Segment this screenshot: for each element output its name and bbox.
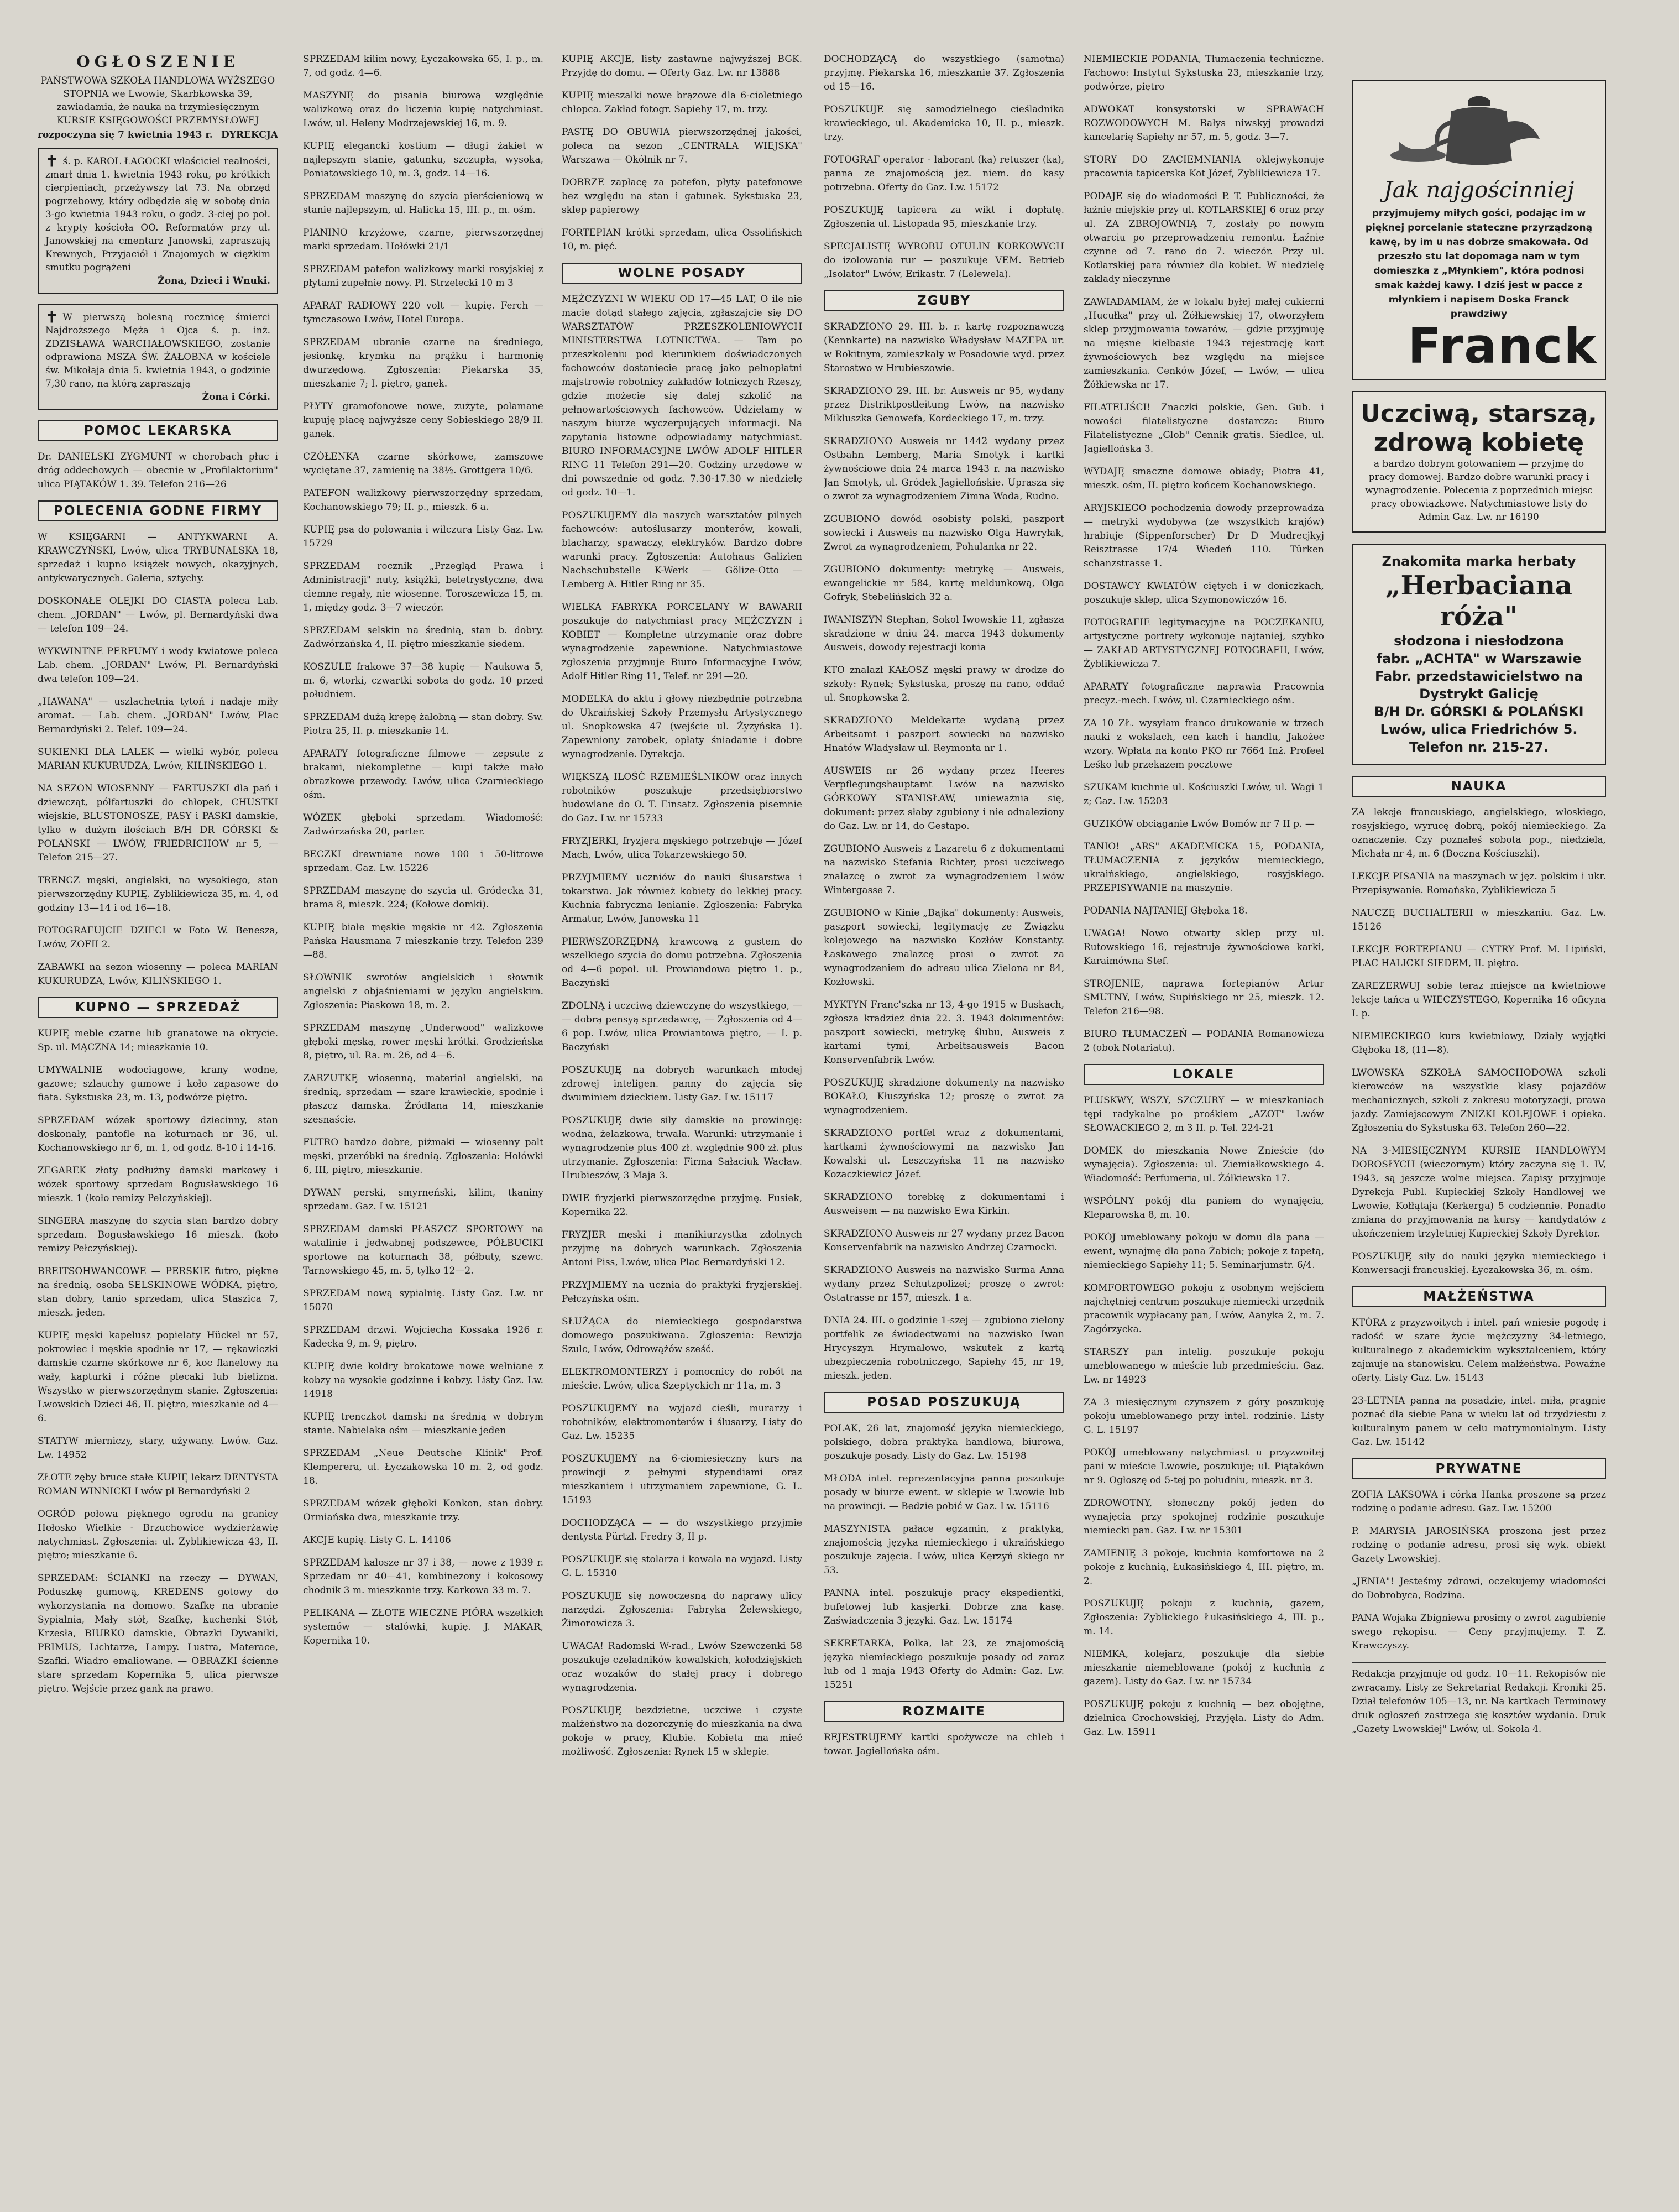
classified-ad: SPRZEDAM patefon walizkowy marki rosyjskiej z płytami zupełnie nowy. Pl. Strzelecki 10 m 3 [303, 264, 543, 289]
cross-icon: ✝ [45, 152, 59, 170]
classified-ad: PŁYTY gramofonowe nowe, zużyte, polamane kupuję płacę najwyższe ceny Sobieskiego 28/9 II. ganek. [303, 401, 543, 440]
section-header-wolne-posady: WOLNE POSADY [562, 263, 802, 284]
tea-factory: fabr. „ACHTA" w Warszawie [1376, 651, 1582, 666]
classified-ad: KUPIĘ AKCJE, listy zastawne najwyższej BGK. Przyjdę do domu. — Oferty Gaz. Lw. nr 13888 [562, 54, 802, 79]
classified-ad: NIEMKA, kolejarz, poszukuje dla siebie mieszkanie niemeblowane (pokój z kuchnią z gazem). Listy do Gaz. Lw. nr 15734 [1084, 1648, 1324, 1687]
section-header-malzenstwa: MAŁŻEŃSTWA [1352, 1286, 1606, 1307]
classified-ad: MASZYNĘ do pisania biurową względnie walizkową oraz do liczenia kupię natychmiast. Lwów, ul. Heleny Modrzejewskiej 16, m. 9. [303, 90, 543, 129]
classified-ad: LEKCJE PISANIA na maszynach w jęz. polskim i ukr. Przepisywanie. Romańska, Zyblikiewicza 5 [1352, 871, 1606, 896]
classified-ad: KUPIĘ psa do polowania i wilczura Listy Gaz. Lw. 15729 [303, 524, 543, 549]
section-header-posad-poszukuja: POSAD POSZUKUJĄ [824, 1392, 1064, 1413]
classified-ad: ZARZUTKĘ wiosenną, materiał angielski, na średnią, sprzedam — szare krawieckie, spodnie i płaszcz damska. Źródlana 14, mieszkanie szesnaście. [303, 1073, 543, 1125]
classified-ad: SEKRETARKA, Polka, lat 23, ze znajomością języka niemieckiego poszukuje posady od zaraz lub od 1 maja 1943 Oferty do Admin: Gaz. Lw. 15251 [824, 1638, 1064, 1691]
classified-ad: MODELKA do aktu i głowy niezbędnie potrzebna do Ukraińskiej Szkoły Przemysłu Artystycznego ul. Snopkowska 47 (wejście ul. Żyzyńska 1). Zapewniony zarobek, opłaty śniadanie i dobre wynagrodzenie. Dyrekcja. [562, 693, 802, 760]
classified-ad: DNIA 24. III. o godzinie 1-szej — zgubiono zielony portfelik ze świadectwami na nazwisko Iwan Hrycyszyn Hrymałowo, wskutek z kartą ubezpieczenia robotniczego, Sapiehy 45, nr 19, mieszk. jeden. [824, 1315, 1064, 1381]
classified-ad: SPRZEDAM kalosze nr 37 i 38, — nowe z 1939 r. Sprzedam nr 40—41, kombinezony i kokosowy chodnik 3 m. mieszkanie trzy. Karkowa 33 m. 7. [303, 1557, 543, 1596]
classified-ad: SPRZEDAM „Neue Deutsche Klinik" Prof. Klemperera, ul. Łyczakowska 10 m. 2, od godz. 18. [303, 1448, 543, 1486]
classified-ad: SPRZEDAM: ŚCIANKI na rzeczy — DYWAN, Poduszkę gumową, KREDENS gotowy do wykorzystania na domowo. Szafkę na ubranie Sypialnia, Mały stół, Szafkę, kuchenki Stół, Krzesła, BIURKO damskie, Obrazki Dywaniki, PRIMUS, Lichtarze, Lampy. Lustra, Materace, Szafki. Wiadro emaliowane. — OBRAZKI ścienne stare sprzedam Kopernika 5, ulica pierwsze piętro. Wejście przez gank na prawo. [38, 1573, 278, 1694]
classified-ad: POSZUKUJEMY dla naszych warsztatów pilnych fachowców: autoślusarzy monterów, kowali, blacharzy, spawaczy, elektryków. Bardzo dobre warunki pracy. Zgłoszenia: Autohaus Galizien Nachschubstelle K-Werk — Gölize-Otto — Lemberg A. Hitler Ring nr 35. [562, 510, 802, 590]
classified-ad: ZAMIENIĘ 3 pokoje, kuchnia komfortowe na 2 pokoje z kuchnią, Łukasińskiego 4, III. piętro, m. 2. [1084, 1548, 1324, 1587]
classified-ad: APARAT RADIOWY 220 volt — kupię. Ferch — tymczasowo Lwów, Hotel Europa. [303, 300, 543, 325]
classified-ad: TANIO! „ARS" AKADEMICKA 15, PODANIA, TŁUMACZENIA z języków niemieckiego, ukraińskiego, angielskiego, rosyjskiego. PRZEPISYWANIE na maszynie. [1084, 841, 1324, 894]
cross-icon: ✝ [45, 308, 59, 326]
classified-ad: SKRADZIONO Meldekarte wydaną przez Arbeitsamt i paszport sowiecki na nazwisko Hnatów Władysław ul. Reymonta nr 1. [824, 715, 1064, 754]
classified-ad: PATEFON walizkowy pierwszorzędny sprzedam, Kochanowskiego 79; II. p., mieszk. 6 a. [303, 488, 543, 513]
classified-ad: APARATY fotograficzne naprawia Pracownia precyz.-mech. Lwów, ul. Czarnieckiego ośm. [1084, 681, 1324, 706]
obituary-text: W pierwszą bolesną rocznicę śmierci Najdroższego Męża i Ojca ś. p. inż. ZDZISŁAWA WARCHAŁOWSKIEGO, zostanie odprawiona MSZA ŚW. ŻAŁOBNA w kościele św. Mikołaja dnia 5. kwietnia 1943, o godzinie 7,30 rano, na którą zapraszają [45, 312, 270, 389]
announcement-signature: DYREKCJA [221, 129, 278, 140]
column-2 [303, 53, 543, 2195]
classified-ad: LWOWSKA SZKOŁA SAMOCHODOWA szkoli kierowców na wszystkie klasy pojazdów mechanicznych, szkoli z zakresu motoryzacji, prawa jazdy. Zamiejscowym ZNIŻKI KOLEJOWE i opieka. Zgłoszenia do Sykstuska 63. Telefon 260—22. [1352, 1067, 1606, 1134]
classified-ad: POSZUKUJEMY na 6-ciomiesięczny kurs na prowincji z pełnymi stypendiami oraz mieszkaniem i utrzymaniem zapewnione, G. L. 15193 [562, 1453, 802, 1506]
classified-ad: MŁODA intel. reprezentacyjna panna poszukuje posady w biurze ewent. w sklepie w Lwowie lub na prowincji. — Bedzie pobić w Gaz. Lw. 15116 [824, 1473, 1064, 1512]
classified-ad: SPRZEDAM rocznik „Przegląd Prawa i Administracji" nuty, książki, beletrystyczne, dwa ciemne regały, nie wiosenne. Toroszewicza 15, m. 1, między godz. 3—7 wieczór. [303, 561, 543, 613]
classified-ad: MĘŻCZYZNI W WIEKU OD 17—45 LAT, O ile nie macie dotąd stałego zajęcia, zgłaszajcie się DO WARSZTATÓW PRZESZKOLENIOWYCH MINISTERSTWA LOTNICTWA. — Tam po przeszkoleniu pod kierunkiem doświadczonych fachowców dostaniecie pracę jako pełnopłatni majstrowie robotnicy zakładów lotniczych Rzeszy, gdzie możecie się dalej szkolić na pełnowartościowych fachowców. Udzielamy w naszym biurze wyczerpujących informacji. Na zapytania listowne odpowiadamy natychmiast. BIURO INFORMACYJNE LWÓW ADOLF HITLER RING 11 Telefon 291—20. Godziny urzędowe w dni powszednie od godz. 7.30-17.30 w niedzielę od godz. 10—1. [562, 294, 802, 498]
classified-ad: ZA 10 ZŁ. wysyłam franco drukowanie w trzech nauki z wokslach, cen kach i handlu, Jakożec wzory. Wpłata na konto PKO nr 7664 Inż. Profeel Leśko lub przekazem pocztowe [1084, 718, 1324, 770]
classified-ad: SKRADZIONO portfel wraz z dokumentami, kartkami żywnościowymi na nazwisko Jan Kowalski ul. Leszczyńska 11 na nazwisko Kozaczkiewicz Józef. [824, 1128, 1064, 1180]
classified-ad: PRZYJMIEMY uczniów do nauki ślusarstwa i tokarstwa. Jak również kobiety do lekkiej pracy. Kuchnia fabryczna lenianie. Zgłoszenia: Fabryka Armatur, Lwów, Janowska 11 [562, 872, 802, 925]
classified-ad: ZGUBIONO dowód osobisty polski, paszport sowiecki i Ausweis na nazwisko Olga Hawryłak, Zwrot za wynagrodzeniem, Pohulanka nr 22. [824, 514, 1064, 552]
section-header-prywatne: PRYWATNE [1352, 1458, 1606, 1479]
classified-ad: POSZUKUJĘ bezdzietne, uczciwe i czyste małżeństwo na dozorczynię do mieszkania na dwa pokoje w pracy, Klubie. Kobieta ma mieć możliwość. Zgłoszenia: Rynek 15 w sklepie. [562, 1705, 802, 1757]
classified-ad: WYDAJĘ smaczne domowe obiady; Piotra 41, mieszk. ośm, II. piętro końcem Kochanowskiego. [1084, 466, 1324, 491]
classified-ad: PODANIA NAJTANIEJ Głęboka 18. [1084, 905, 1248, 916]
classified-ad: PELIKANA — ZŁOTE WIECZNE PIÓRA wszelkich systemów — stalówki, kupię. J. MAKAR, Kopernika 10. [303, 1608, 543, 1646]
classified-ad: POSZUKUJE się stolarza i kowala na wyjazd. Listy G. L. 15310 [562, 1554, 802, 1579]
coffee-pot-icon [1361, 89, 1597, 172]
classified-ad: PLUSKWY, WSZY, SZCZURY — w mieszkaniach tępi radykalne po prośkiem „AZOT" Lwów SŁOWACKIEGO 2, m 3 II. p. Tel. 224-21 [1084, 1095, 1324, 1134]
classified-ad: NAUCZĘ BUCHALTERII w mieszkaniu. Gaz. Lw. 15126 [1352, 907, 1606, 932]
classified-ad: ZAREZERWUJ sobie teraz miejsce na kwietniowe lekcje tańca u WIECZYSTEGO, Kopernika 16 oficyna I. p. [1352, 980, 1606, 1019]
classified-ad: DWIE fryzjerki pierwszorzędne przyjmę. Fusiek, Kopernika 22. [562, 1193, 802, 1218]
tea-variants: słodzona i niesłodzona [1394, 633, 1564, 649]
classified-ad: SUKIENKI DLA LALEK — wielki wybór, poleca MARIAN KUKURUDZA, Lwów, KILIŃSKIEGO 1. [38, 747, 278, 771]
obituary-signature: Żona i Córki. [202, 392, 270, 403]
section-header-polecenia: POLECENIA GODNE FIRMY [38, 500, 278, 521]
classified-ad: SPRZEDAM maszynę „Underwood" walizkowe głęboki męską, rower męski krótki. Grodzieńska 8, piętro, ul. Ra. m. 26, od 4—6. [303, 1022, 543, 1061]
classified-ad: WÓZEK głęboki sprzedam. Wiadomość: Zadwórzańska 20, parter. [303, 812, 543, 837]
classified-ad: SŁUŻĄCA do niemieckiego gospodarstwa domowego poszukiwana. Zgłoszenia: Rewizja Szulc, Lwów, Odrowążów sześć. [562, 1316, 802, 1355]
obituary-signature: Żona, Dzieci i Wnuki. [158, 275, 270, 286]
classified-ad: SKRADZIONO 29. III. b. r. kartę rozpoznawczą (Kennkarte) na nazwisko Władysław MAZEPA ur. w Rokitnym, zamieszkały w Posadowie wyd. przez Starostwo w Hrubieszowie. [824, 321, 1064, 374]
column-5 [1084, 53, 1324, 2195]
classified-ad: DOSKONAŁE OLEJKI DO CIASTA poleca Lab. chem. „JORDAN" — Lwów, pl. Bernardyński dwa — telefon 109—24. [38, 596, 278, 634]
classified-ad: SKRADZIONO Ausweis na nazwisko Surma Anna wydany przez Schutzpolizei; proszę o zwrot: Ostatrasse nr 157, mieszk. 1 a. [824, 1265, 1064, 1303]
classified-ad: ZA lekcje francuskiego, angielskiego, włoskiego, rosyjskiego, wyrucę dobrą, pokój niemieckiego. Za oznaczenie. Czy poznałeś sobota pop., niedziela, Michała nr 4, m. 6 (Boczna Kościuszki). [1352, 807, 1606, 859]
tea-brand: „Herbaciana róża" [1385, 570, 1572, 632]
classified-ad: POKÓJ umeblowany natychmiast u przyzwoitej pani w mieście Lwowie, poszukuje; ul. Piątakówn nr 9. Ogłoszę od 5-tej po południu, mieszk. nr 3. [1084, 1447, 1324, 1486]
classified-ad: BREITSOHWANCOWE — PERSKIE futro, piękne na średnią, osoba SELSKINOWE WÓDKA, piętro, stan dobry, tanio sprzedam, ulica Staszica 7, mieszk. jeden. [38, 1266, 278, 1318]
franck-body: przyjmujemy miłych gości, podając im w pięknej porcelanie stateczne przyrządzoną kawę, by im u nas dobrze smakowała. Od przeszło stu lat dopomaga nam w tym domieszka z „Młynkiem", która podnosi smak każdej kawy. I dziś jest w pacce z młynkiem i napisem Doska Franck prawdziwy [1365, 208, 1593, 320]
classified-ad: MASZYNISTA pałace egzamin, z praktyką, znajomością języka niemieckiego i ukraińskiego poszukuje zajęcia. Lwów, ulica Kęrzyń skiego nr 53. [824, 1524, 1064, 1576]
classified-ad: SKRADZIONO Ausweis nr 1442 wydany przez Ostbahn Lemberg, Maria Smotyk i kartki żywnościowe dnia 24 marca 1943 r. na nazwisko Jan Smotyk, ul. Gródek Jagiellońskie. Uprasza się o zwrot za wynagrodzeniem Zimna Woda, Rudno. [824, 436, 1064, 502]
classified-ad: KTÓRA z przyzwoitych i intel. pań wniesie pogodę i radość w szare życie mężczyzny 34-letniego, kulturalnego z akademickim wykształceniem, który zajmuje na stanowisku. Celem małżeństwa. Poważne oferty. Listy Gaz. Lw. 15143 [1352, 1317, 1606, 1384]
classified-ad: POLAK, 26 lat, znajomość języka niemieckiego, polskiego, dobra praktyka handlowa, biurowa, poszukuje posady. Listy do Gaz. Lw. 15198 [824, 1423, 1064, 1462]
classified-ad: NA 3-MIESIĘCZNYM KURSIE HANDLOWYM DOROSŁYCH (wieczornym) który zaczyna się 1. IV, 1943, są jeszcze wolne miejsca. Zapisy przyjmuje Dyrekcja Publ. Kupieckiej Szkoły Handlowej we Lwowie, Kołłątaja (Kerkerga) 5 codziennie. Ponadto zmiana do przyjmowania na kursy — kandydatów z ukończeniem trzyletniej Kupieckiej Szkoły Dyrektor. [1352, 1145, 1606, 1239]
classified-ad: SINGERA maszynę do szycia stan bardzo dobry sprzedam. Bogusławskiego 16 mieszk. (koło remizy Pełczyńskiej). [38, 1215, 278, 1254]
classified-ad: IWANISZYN Stephan, Sokol Iwowskie 11, zgłasza skradzione w dniu 24. marca 1943 dokumenty Ausweis, dowody rejestracji konia [824, 614, 1064, 653]
classified-ad: POKÓJ umeblowany pokoju w domu dla pana — ewent, wynajmę dla pana Żabich; pokoje z tapetą, niemieckiego Sapiehy 11; 5. Seminarjumstr. 6/4. [1084, 1232, 1324, 1271]
classified-ad: SPRZEDAM selskin na średnią, stan b. dobry. Zadwórzańska 4, II. piętro mieszkanie siedem. [303, 625, 543, 650]
classified-ad: SPRZEDAM kilim nowy, Łyczakowska 65, I. p., m. 7, od godz. 4—6. [303, 54, 543, 79]
housekeeper-headline-2: zdrową kobietę [1373, 429, 1584, 457]
classified-ad: CZÓŁENKA czarne skórkowe, zamszowe wyciętane 37, zamienię na 38½. Grottgera 10/6. [303, 451, 543, 476]
classified-ad: POSZUKUJĘ pokoju z kuchnią, gazem, Zgłoszenia: Zyblickiego Łukasińskiego 4, III. p., m. 14. [1084, 1598, 1324, 1637]
classified-ad: UWAGA! Radomski W-rad., Lwów Szewczenki 58 poszukuje czeladników kowalskich, kołodziejskich oraz wozaków do stałej pracy i dobrego wynagrodzenia. [562, 1641, 802, 1693]
classified-ad: ZAWIADAMIAM, że w lokalu byłej małej cukierni „Hucułka" przy ul. Żółkiewskiej 17, otworzyłem sklep przyjmowania towarów, — gdzie przyjmuję na mięsne kiełbasie 1943 rejestrację kart żywnościowych bez względu na miejsce zamieszkania. Cenków Józef, — Lwów, — ulica Żółkiewska nr 17. [1084, 296, 1324, 390]
classified-ad: KOSZULE frakowe 37—38 kupię — Naukowa 5, m. 6, wtorki, czwartki sobota do godz. 10 przed południem. [303, 661, 543, 700]
classified-ad: DOBRZE zapłacę za patefon, płyty patefonowe bez względu na stan i gatunek. Sykstuska 23, sklep papierowy [562, 177, 802, 216]
tea-phone: Telefon nr. 215-27. [1409, 739, 1549, 755]
classified-ad: ZDROWOTNY, słoneczny pokój jeden do wynajęcia przy spokojnej rodzinie poszukuje niemiecki pan. Gaz. Lw. nr 15301 [1084, 1498, 1324, 1536]
classified-ad: SPRZEDAM ubranie czarne na średniego, jesionkę, krymka na prążku i harmonię dwurzędową. Zgłoszenia: Piekarska 35, mieszkanie 7; I. piętro, ganek. [303, 337, 543, 389]
classified-ad: WIĘKSZĄ ILOŚĆ RZEMIEŚLNIKÓW oraz innych robotników poszukuje przedsiębiorstwo budowlane do O. T. Einsatz. Zgłoszenia pisemnie do Gaz. Lw. nr 15733 [562, 771, 802, 824]
section-header-rozmaite: ROZMAITE [824, 1701, 1064, 1722]
tea-firm: B/H Dr. GÓRSKI & POLAŃSKI [1374, 704, 1584, 719]
classified-ad: ARYJSKIEGO pochodzenia dowody przeprowadza — metryki wydobywa (ze wszystkich krajów) hrabiuje (Sippenforscher) Dr D Mudrecjkyj Reisztrasse 17/4 Wiedeń 110. Türken schanzstrasse 1. [1084, 503, 1324, 569]
classified-ad: ZEGAREK złoty podłużny damski markowy i wózek sportowy sprzedam Bogusławskiego 16 mieszk. 1 (koło remizy Pełczyńskiej). [38, 1165, 278, 1204]
classified-ad: SKRADZIONO 29. III. br. Ausweis nr 95, wydany przez Distriktpostleitung Lwów, na nazwisko Mikluszka Genowefa, Kordeckiego 17, m. trzy. [824, 385, 1064, 424]
classified-ad: WIELKA FABRYKA PORCELANY W BAWARII poszukuje do natychmiast pracy MĘŻCZYZN i KOBIET — Kompletne utrzymanie oraz dobre wynagrodzenie zapewnione. Natychmiastowe zgłoszenia przyjmuje Biuro Informacyjne Lwów, Adolf Hitler Ring 11, Telef. nr 291—20. [562, 602, 802, 682]
housekeeper-body: a bardzo dobrym gotowaniem — przyjmę do pracy domowej. Bardzo dobre warunki pracy i wynagrodzenie. Polecenia z poprzednich miejsc pracy obowiązkowe. Natychmiastowe listy do Admin Gaz. Lw. nr 16190 [1365, 458, 1593, 523]
section-header-lokale: LOKALE [1084, 1064, 1324, 1085]
classified-ad: SKRADZIONO Ausweis nr 27 wydany przez Bacon Konservenfabrik na nazwisko Andrzej Czarnocki. [824, 1228, 1064, 1253]
classified-ad: ZOFIA LAKSOWA i córka Hanka proszone są przez rodzinę o podanie adresu. Gaz. Lw. 15200 [1352, 1489, 1606, 1514]
classified-ad: AKCJE kupię. Listy G. L. 14106 [303, 1535, 451, 1546]
classified-ad: BIURO TŁUMACZEŃ — PODANIA Romanowicza 2 (obok Notariatu). [1084, 1029, 1324, 1053]
classified-ad: ZGUBIONO w Kinie „Bajka" dokumenty: Ausweis, paszport sowiecki, legitymację ze Związku kolejowego na nazwisko Kozłów Konstanty. Łaskawego znalazcę prosi o zwrot za wynagrodzeniem do adresu ulica Zielona nr 84, Kozłowski. [824, 907, 1064, 988]
classified-ad: APARATY fotograficzne filmowe — zepsute z brakami, niekompletne — kupi także mało obrazkowe przewody. Lwów, ulica Czarnieckiego ośm. [303, 748, 543, 801]
franck-headline: Jak najgościnniej [1383, 178, 1575, 203]
classified-ad: UWAGA! Nowo otwarty sklep przy ul. Rutowskiego 16, rejestruje żywnościowe karki, Karaimówna Stef. [1084, 928, 1324, 967]
classified-ad: DOCHODZĄCA — — do wszystkiego przyjmie dentysta Pürtzl. Fredry 3, II p. [562, 1517, 802, 1542]
announcement-footer [38, 129, 278, 140]
column-1 [38, 53, 278, 2195]
tea-advertisement [1352, 544, 1606, 765]
classified-ad: Dr. DANIELSKI ZYGMUNT w chorobach płuc i dróg oddechowych — obecnie w „Profilaktorium" ulica PIĄTAKÓW 1. 39. Telefon 216—26 [38, 451, 278, 490]
classified-ad: POSZUKUJE się nowoczesną do naprawy ulicy narzędzi. Zgłoszenia: Fabryka Żelewskiego, Żimorowicza 3. [562, 1590, 802, 1629]
classified-ad: NIEMIECKIE PODANIA, Tłumaczenia techniczne. Fachowo: Instytut Sykstuska 23, mieszkanie trzy, podwórze, piętro [1084, 54, 1324, 92]
classified-ad: KOMFORTOWEGO pokoju z osobnym wejściem najchętniej centrum poszukuje niemiecki urzędnik pracownik wypłacany pan, Lwów, Aanyka 2, m. 7. Zagórzycka. [1084, 1282, 1324, 1335]
classified-ad: FRYZJERKI, fryzjera męskiego potrzebuje — Józef Mach, Lwów, ulica Tokarzewskiego 50. [562, 836, 802, 860]
column-3 [562, 53, 802, 2195]
editorial-footer: Redakcja przyjmuje od godz. 10—11. Rękopisów nie zwracamy. Listy ze Sekretariat Redakcji. Kroniki 25. Dział telefonów 105—13, nr. Na kartkach Terminowy druk ogłoszeń zastrzega się kosztów wydania. Druk „Gazety Lwowskiej" Lwów, ul. Sokoła 4. [1352, 1668, 1606, 1735]
announcement-date: rozpoczyna się 7 kwietnia 1943 r. [38, 129, 213, 140]
classified-ad: AUSWEIS nr 26 wydany przez Heeres Verpflegungshauptamt Lwów na nazwisko GÓRKOWY STANISŁAW, unieważnia się, dokument: przez słaby zgubiony i nie odnaleziony do Gaz. Lw. nr 14, do Gestapo. [824, 765, 1064, 832]
classified-ad: KUPIĘ mieszalki nowe brązowe dla 6-cioletniego chłopca. Zakład fotogr. Sapiehy 17, m. trzy. [562, 90, 802, 115]
classified-ad: 23-LETNIA panna na posadzie, intel. miła, pragnie poznać dla siebie Pana w wieku lat od trzydziestu z kulturalnym panem w celu matrymonialnym. Listy Gaz. Lw. 15142 [1352, 1395, 1606, 1448]
classified-ad: FILATELIŚCI! Znaczki polskie, Gen. Gub. i nowości filatelistyczne dostarcza: Biuro Filatelistyczne „Glob" Cennik gratis. Siedlce, ul. Jagiellońska 3. [1084, 402, 1324, 455]
section-header-pomoc: POMOC LEKARSKA [38, 420, 278, 441]
classified-ad: NA SEZON WIOSENNY — FARTUSZKI dla pań i dziewcząt, półfartuszki do chłopek, CHUSTKI wiejskie, BLUSTONOSZE, PASY i PASKI damskie, tylko w dużym ilościach B/H DR GÓRSKI & POLAŃSKI — LWÓW, FRIEDRICHOW nr 5, — Telefon 215—27. [38, 783, 278, 863]
classified-ad: SPRZEDAM nową sypialnię. Listy Gaz. Lw. nr 15070 [303, 1288, 543, 1313]
housekeeper-advertisement [1352, 391, 1606, 533]
classified-ad: FOTOGRAF operator - laborant (ka) retuszer (ka), panna ze znajomością jęz. niem. do kasy potrzebna. Oferty do Gaz. Lw. 15172 [824, 154, 1064, 193]
classified-ad: PIANINO krzyżowe, czarne, pierwszorzędnej marki sprzedam. Hołówki 21/1 [303, 227, 543, 252]
classified-ad: PASTĘ DO OBUWIA pierwszorzędnej jakości, poleca na sezon „CENTRALA WIEJSKA" Warszawa — Okólnik nr 7. [562, 127, 802, 165]
tea-representation: Fabr. przedstawicielstwo na Dystrykt Galicję [1374, 669, 1583, 702]
classified-ad: NIEMIECKIEGO kurs kwietniowy, Działy wyjątki Głęboka 18, (11—8). [1352, 1031, 1606, 1056]
divider [1352, 1662, 1606, 1663]
classified-ad: DYWAN perski, smyrneński, kilim, tkaniny sprzedam. Gaz. Lw. 15121 [303, 1187, 543, 1212]
classified-ad: POSZUKUJĘ siły do nauki języka niemieckiego i Konwersacji francuskiej. Łyczakowska 36, m. ośm. [1352, 1251, 1606, 1276]
classified-ad: OGRÓD połowa pięknego ogrodu na granicy Hołosko Wielkie - Brzuchowice wydzierżawię natychmiast. Zgłoszenia: ul. Zyblikiewicza 43, II. piętro; mieszkanie 6. [38, 1509, 278, 1561]
classified-ad: BECZKI drewniane nowe 100 i 50-litrowe sprzedam. Gaz. Lw. 15226 [303, 849, 543, 874]
classified-ad: UMYWALNIE wodociągowe, krany wodne, gazowe; szlauchy gumowe i koło zapasowe do fiata. Sykstuska 23, m. 13, podwórze piętro. [38, 1065, 278, 1103]
classified-ad: ZA 3 miesięcznym czynszem z góry poszukuję pokoju umeblowanego przy intel. rodzinie. Listy G. L. 15197 [1084, 1397, 1324, 1436]
classified-ad: FRYZJER męski i manikiurzystka zdolnych przyjmę na dobrych warunkach. Zgłoszenia Antoni Piss, Lwów, ulica Plac Bernardyński 12. [562, 1229, 802, 1268]
column-6 [1352, 80, 1606, 2195]
classified-ad: STATYW mierniczy, stary, używany. Lwów. Gaz. Lw. 14952 [38, 1436, 278, 1460]
tea-address: Lwów, ulica Friedrichów 5. [1380, 722, 1578, 737]
tea-tagline: Znakomita marka herbaty [1382, 554, 1576, 569]
classified-ad: PANNA intel. poszukuje pracy ekspedientki, bufetowej lub kasjerki. Dobrze zna kasę. Zaświadczenia 3 języki. Gaz. Lw. 15174 [824, 1588, 1064, 1626]
classified-ad: MYKTYN Franc'szka nr 13, 4-go 1915 w Buskach, zgłosza kradzież dnia 22. 3. 1943 dokumentów: paszport sowiecki, metrykę ślubu, Ausweis z kartami tymi, Arbeitsausweis Bacon Konservenfabrik Lwów. [824, 999, 1064, 1066]
classified-ad: ZGUBIONO Ausweis z Lazaretu 6 z dokumentami na nazwisko Stefania Richter, prosi uczciwego znalazcę o zwrot za wynagrodzeniem Lwów Wintergasse 7. [824, 843, 1064, 896]
classified-ad: SPRZEDAM wózek głęboki Konkon, stan dobry. Ormiańska dwa, mieszkanie trzy. [303, 1498, 543, 1523]
classified-ad: KUPIĘ meble czarne lub granatowe na okrycie. Sp. ul. MĄCZNA 14; mieszkanie 10. [38, 1028, 278, 1053]
classified-ad: STROJENIE, naprawa fortepianów Artur SMUTNY, Lwów, Supińskiego nr 25, mieszk. 12. Telefon 216—98. [1084, 978, 1324, 1017]
classified-ad: FORTEPIAN krótki sprzedam, ulica Ossolińskich 10, m. pięć. [562, 227, 802, 252]
classified-ad: TRENCZ męski, angielski, na wysokiego, stan pierwszorzędny KUPIĘ. Zyblikiewicza 35, m. 4, od godziny 13—14 i od 16—18. [38, 875, 278, 914]
classified-ad: „JENIA"! Jesteśmy zdrowi, oczekujemy wiadomości do Dobrobyca, Rodzina. [1352, 1576, 1606, 1601]
classified-ad: WYKWINTNE PERFUMY i wody kwiatowe poleca Lab. chem. „JORDAN" Lwów, Pl. Bernardyński dwa telefon 109—24. [38, 646, 278, 685]
classified-ad: POSZUKUJĘ skradzione dokumenty na nazwisko BOKAŁO, Kłuszyńska 12; proszę o zwrot za wynagrodzeniem. [824, 1077, 1064, 1116]
classified-ad: WSPÓLNY pokój dla paniem do wynajęcia, Kleparowska 8, m. 10. [1084, 1196, 1324, 1220]
classified-ad: P. MARYSIA JAROSIŃSKA proszona jest przez rodzinę o podanie adresu, prosi się wyk. obiekt Gazety Lwowskiej. [1352, 1526, 1606, 1564]
classified-ad: POSZUKUJĘ dwie siły damskie na prowincję: wodna, żelazkowa, trwała. Warunki: utrzymanie i wynagrodzenie plus 400 zł. względnie 900 zł. plus utrzymanie. Zgłoszenia: Firma Sałaciuk Wacław. Hrubieszów, 3 Maja 3. [562, 1115, 802, 1181]
classified-ad: SPRZEDAM wózek sportowy dziecinny, stan doskonały, pantofle na koturnach nr 36, ul. Kochanowskiego nr 6, m. 1, od godz. 8-10 i 14-16. [38, 1115, 278, 1154]
classified-ad: ZABAWKI na sezon wiosenny — poleca MARIAN KUKURUDZA, Lwów, KILIŃSKIEGO 1. [38, 962, 278, 987]
classified-ad: POSZUKUJE się samodzielnego cieśladnika krawieckiego, ul. Akademicka 10, II. p., mieszk. trzy. [824, 104, 1064, 143]
classified-ad: KUPIĘ męski kapelusz popielaty Hückel nr 57, pokrowiec i męskie spodnie nr 17, — rękawiczki damskie czarne skórkowe nr 6, koc flanelowy na wały, kapturki i różne plecaki lub bielizna. Wszystko w pierwszorzędnym stanie. Zgłoszenia: Lwowskich Dzieci 46, II. piętro, mieszkanie od 4—6. [38, 1330, 278, 1424]
classified-ad: PODAJE się do wiadomości P. T. Publiczności, że łaźnie miejskie przy ul. KOTLARSKIEJ 6 oraz przy ul. ZA ZBROJOWNIĄ 7, zostały po nowym otwarciu po przeprowadzeniu remontu. Łaźnie czynne od 7. rano do 7. wieczór. Przy ul. Kotlarskiej para również dla kobiet. W niedzielę zakłady nieczynne [1084, 191, 1324, 285]
franck-logo: Franck [1408, 317, 1597, 374]
classified-ad: GUZIKÓW obciąganie Lwów Bomów nr 7 II p. — [1084, 818, 1315, 830]
section-header-zguby: ZGUBY [824, 290, 1064, 311]
classified-ad: POSZUKUJĘ na dobrych warunkach młodej zdrowej inteligen. panny do zajęcia się dwuminiem dzieckiem. Listy Gaz. Lw. 15117 [562, 1065, 802, 1103]
obituary-lagocki [38, 148, 278, 294]
obituary-warchalowski [38, 304, 278, 410]
classified-ad: KUPIĘ trenczkot damski na średnią w dobrym stanie. Nabielaka ośm — mieszkanie jeden [303, 1411, 543, 1436]
announcement-title: OGŁOSZENIE [76, 53, 239, 71]
classified-ad: KUPIĘ dwie kołdry brokatowe nowe wełniane z kobzy na wysokie godzinne i kobzy. Listy Gaz. Lw. 14918 [303, 1361, 543, 1400]
classified-ad: ADWOKAT konsystorski w SPRAWACH ROZWODOWYCH M. Bałys niwskyj prowadzi kancelarię Sapiehy nr 57, m. 5, godz. 3—7. [1084, 104, 1324, 143]
franck-advertisement [1352, 80, 1606, 380]
section-header-nauka: NAUKA [1352, 776, 1606, 797]
classified-ad: DOMEK do mieszkania Nowe Znieście (do wynajęcia). Zgłoszenia: ul. Ziemiałkowskiego 4. Wiadomość: Perfumeria, ul. Żółkiewska 17. [1084, 1145, 1324, 1184]
classified-ad: STORY DO ZACIEMNIANIA oklejwykonuje pracownia tapicerska Kot Józef, Zyblikiewicza 17. [1084, 154, 1324, 179]
classified-ad: ZDOLNĄ i uczciwą dziewczynę do wszystkiego, — — dobrą pensyą sprzedawcę, — Zgłoszenia od 4—6 pop. Lwów, ulica Prowiantowa piętro, — I. p. Baczyński [562, 1000, 802, 1053]
announcement-body: PAŃSTWOWA SZKOŁA HANDLOWA WYŻSZEGO STOPNIA we Lwowie, Skarbkowska 39, zawiadamia, że nauka na trzymiesięcznym KURSIE KSIĘGOWOŚCI PRZEMYSŁOWEJ [40, 75, 275, 126]
announcement-box [38, 53, 278, 140]
classified-ad: SZUKAM kuchnie ul. Kościuszki Lwów, ul. Wagi 1 z; Gaz. Lw. 15203 [1084, 782, 1324, 807]
obituary-text: ś. p. KAROL ŁAGOCKI właściciel realności, zmarł dnia 1. kwietnia 1943 roku, po krótkich cierpieniach, przeżywszy lat 73. Na obrzęd pogrzebowy, który odbędzie się w sobotę dnia 3-go kwietnia 1943 roku, o godz. 3-ciej po poł. z krypty kościoła OO. Reformatów przy ul. Janowskiej na cmentarz Janowski, zapraszają Krewnych, Przyjaciół i Znajomych w ciężkim smutku pogrążeni [45, 156, 270, 273]
classified-ad: SPRZEDAM damski PŁASZCZ SPORTOWY na watalinie i jedwabnej podszewce, PÓŁBUCIKI sportowe na koturnach 38, półbuty, szewc. Tarnowskiego 45, m. 5, tylko 12—2. [303, 1224, 543, 1276]
classified-ad: SKRADZIONO torebkę z dokumentami i Ausweisem — na nazwisko Ewa Kirkin. [824, 1192, 1064, 1217]
classified-ad: ZŁOTE zęby bruce stałe KUPIĘ lekarz DENTYSTA ROMAN WINNICKI Lwów pl Bernardyński 2 [38, 1472, 278, 1497]
classified-ad: SPRZEDAM drzwi. Wojciecha Kossaka 1926 r. Kadecka 9, m. 9, piętro. [303, 1324, 543, 1349]
classified-ad: KUPIĘ elegancki kostium — długi żakiet w najlepszym stanie, gatunku, szczupła, wysoka, Poniatowskiego 10, m. 3, godz. 14—16. [303, 140, 543, 179]
housekeeper-headline-1: Uczciwą, starszą, [1361, 400, 1597, 428]
classified-ad: ELEKTROMONTERZY i pomocnicy do robót na mieście. Lwów, ulica Szeptyckich nr 11a, m. 3 [562, 1366, 802, 1391]
classified-ad: DOCHODZĄCĄ do wszystkiego (samotna) przyjmę. Piekarska 16, mieszkanie 37. Zgłoszenia od 15—16. [824, 54, 1064, 92]
classified-ad: DOSTAWCY KWIATÓW ciętych i w doniczkach, poszukuje sklep, ulica Szymonowiczów 16. [1084, 581, 1324, 606]
classified-ad: PIERWSZORZĘDNĄ krawcową z gustem do wszelkiego szycia do domu potrzebna. Zgłoszenia od 4—6 popoł. ul. Prowiandowa piętro 1. p., Baczyński [562, 936, 802, 989]
classified-ad: SŁOWNIK swrotów angielskich i słownik angielski z objaśnieniami w języku angielskim. Zgłoszenia: Piaskowa 18, m. 2. [303, 972, 543, 1011]
classified-ad: SPRZEDAM dużą krepę żałobną — stan dobry. Sw. Piotra 25, II. p. mieszkanie 14. [303, 712, 543, 737]
classified-ad: FUTRO bardzo dobre, piżmaki — wiosenny palt męski, przeróbki na średnią. Zgłoszenia: Hołówki 6, III, piętro, mieszkanie. [303, 1137, 543, 1176]
classified-ad: KTO znalazł KAŁOSZ męski prawy w drodze do szkoły: Rynek; Sykstuska, proszę na rano, oddać ul. Snopkowska 2. [824, 665, 1064, 703]
classified-ad: „HAWANA" — uszlachetnia tytoń i nadaje miły aromat. — Lab. chem. „JORDAN" Lwów, Plac Bernardyński 2. Telef. 109—24. [38, 696, 278, 735]
classified-ad: POSZUKUJEMY na wyjazd cieśli, murarzy i robotników, elektromonterów i ślusarzy, Listy do Gaz. Lw. 15235 [562, 1403, 802, 1442]
classified-ad: FOTOGRAFIE legitymacyjne na POCZEKANIU, artystyczne portrety wykonuje najtaniej, szybko — ZAKŁAD ARTYSTYCZNEJ FOTOGRAFII, Lwów, Żyblikiewicza 7. [1084, 617, 1324, 670]
classified-ad: FOTOGRAFUJCIE DZIECI w Foto W. Benesza, Lwów, ZOFII 2. [38, 925, 278, 950]
section-header-kupno: KUPNO — SPRZEDAŻ [38, 997, 278, 1018]
classified-ad: POSZUKUJĘ tapicera za wikt i dopłatę. Zgłoszenia ul. Listopada 95, mieszkanie trzy. [824, 205, 1064, 229]
classified-ad: LEKCJE FORTEPIANU — CYTRY Prof. M. Lipiński, PLAC HALICKI SIEDEM, II. piętro. [1352, 944, 1606, 969]
classified-ad: SPECJALISTĘ WYROBU OTULIN KORKOWYCH do izolowania rur — poszukuje VEM. Betrieb „Isolator" Lwów, Erikastr. 7 (Lelewela). [824, 241, 1064, 280]
classified-ad: W KSIĘGARNI — ANTYKWARNI A. KRAWCZYŃSKI, Lwów, ulica TRYBUNALSKA 18, sprzedaż i kupno książek nowych, okazyjnych, antykwarycznych. Galeria, sztychy. [38, 531, 278, 584]
classified-ad: KUPIĘ białe męskie męskie nr 42. Zgłoszenia Pańska Hausmana 7 mieszkanie trzy. Telefon 239—88. [303, 922, 543, 961]
classified-ad: STARSZY pan intelig. poszukuje pokoju umeblowanego w mieście lub przedmieściu. Gaz. Lw. nr 14923 [1084, 1347, 1324, 1385]
classified-ad: POSZUKUJĘ pokoju z kuchnią — bez obojętne, dzielnica Grochowskiej, Przyjęła. Listy do Adm. Gaz. Lw. 15911 [1084, 1699, 1324, 1738]
classified-ad: REJESTRUJEMY kartki spożywcze na chleb i towar. Jagiellońska ośm. [824, 1732, 1064, 1757]
classified-ad: ZGUBIONO dokumenty: metrykę — Ausweis, ewangelickie nr 584, kartę meldunkową, Olga Gofryk, Stebelińskich 32 a. [824, 564, 1064, 603]
classified-ad: PRZYJMIEMY na ucznia do praktyki fryzjerskiej. Pełczyńska ośm. [562, 1280, 802, 1305]
classified-ad: SPRZEDAM maszynę do szycia ul. Gródecka 31, brama 8, mieszk. 224; (Kołowe domki). [303, 885, 543, 910]
column-4 [824, 53, 1064, 2195]
classified-ad: PANA Wojaka Zbigniewa prosimy o zwrot zagubienie swego rękopisu. — Ceny przyjmujemy. T. Z. Krawczyszy. [1352, 1613, 1606, 1651]
classified-ad: SPRZEDAM maszynę do szycia pierścieniową w stanie najlepszym, ul. Halicka 15, III. p., m. ośm. [303, 191, 543, 216]
